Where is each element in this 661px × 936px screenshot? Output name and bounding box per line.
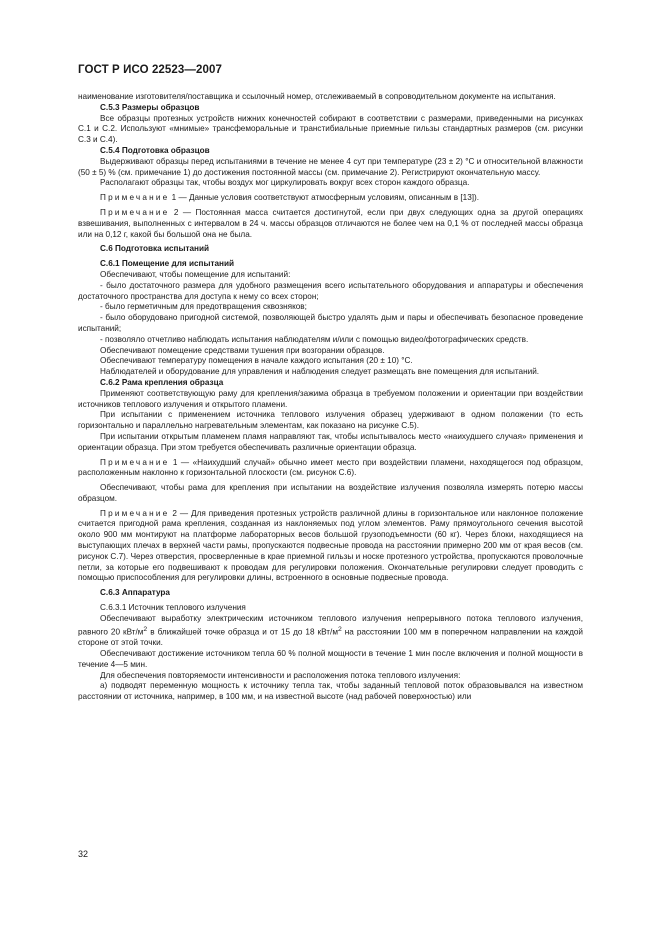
- paragraph: Располагают образцы так, чтобы воздух мог циркулировать вокруг всех сторон каждого образца.: [100, 178, 470, 188]
- superscript: 2: [337, 625, 342, 633]
- note: [78, 208, 583, 240]
- list-item: а) подводят переменную мощность к источнику тепла так, чтобы заданный тепловой поток образовывался на известном расстоянии от источника, например, в 100 мм, и на известной высоте (над рабочей поверхностью) или: [78, 681, 583, 702]
- paragraph: Обеспечивают достижение источником тепла 60 % полной мощности в течение 1 мин после включения и полной мощности в течение 4—5 мин.: [78, 648, 583, 669]
- document-header: ГОСТ Р ИСО 22523—2007: [78, 64, 223, 76]
- note-label: Примечание: [100, 508, 170, 518]
- note-text: 2 — Постоянная масса считается достигнутой, если при двух следующих одна за другой операциях взвешивания, выполненных с интервалом в 24 ч. массы образцов отличаются не более чем на 0,1 % от последней массы образца или на 0,12 г, какой бы большой она не была.: [78, 207, 583, 239]
- text-run: в ближайшей точке образца и от 15 до 18 кВт/м: [147, 627, 338, 637]
- note-label: Примечание: [100, 207, 170, 217]
- list-item: - было герметичным для предотвращения сквозняков;: [100, 302, 307, 312]
- list-item: - позволяло отчетливо наблюдать испытания наблюдателям и/или с помощью видео/фотографических средств.: [100, 334, 529, 344]
- note-label: Примечание: [100, 193, 170, 203]
- paragraph: При испытании с применением источника теплового излучения образец удерживают в одном положении (то есть горизонтально и параллельно нагревательным элементам, как показано на рисунке С.5).: [78, 410, 583, 431]
- section-heading: С.6.1 Помещение для испытаний: [100, 259, 235, 269]
- page-number: 32: [78, 849, 89, 859]
- paragraph: Применяют соответствующую раму для крепления/зажима образца в требуемом положении и ориентации при воздействии источников теплового излучения и открытого пламени.: [78, 388, 583, 409]
- section-heading: С.6 Подготовка испытаний: [100, 244, 210, 254]
- paragraph: [78, 614, 583, 649]
- note-text: 1 — Данные условия соответствуют атмосферным условиям, описанным в [13]).: [169, 193, 480, 203]
- paragraph: При испытании открытым пламенем пламя направляют так, чтобы испытывалось место «наихудшего случая» применения и ориентации образца. При этом требуется обеспечивать различные ориентации образца.: [78, 431, 583, 452]
- paragraph: Наблюдателей и оборудование для управления и наблюдения следует размещать вне помещения для испытаний.: [100, 367, 540, 377]
- document-body: [78, 92, 583, 703]
- paragraph: Все образцы протезных устройств нижних конечностей собирают в соответствии с размерами, приведенными на рисунках С.1 и С.2. Используют «мнимые» трансфеморальные и транстибиальные приемные гильзы стандартных размеров (см. рисунки С.3 и С.4).: [78, 113, 583, 145]
- note: [78, 193, 583, 204]
- section-heading: С.6.3 Аппаратура: [100, 588, 170, 598]
- paragraph: Обеспечивают температуру помещения в начале каждого испытания (20 ± 10) °С.: [100, 356, 413, 366]
- note-text: 2 — Для приведения протезных устройств различной длины в горизонтальное или наклонное положение считается пригодной рама крепления, созданная из наклоняемых под углом элементов. Раму прямоугольного сечения высотой около 900 мм монтируют на платформе лабораторных весов большой грузоподъемности (60 кг). Через блоки, находящиеся на выступающих плечах в верхней части рамы, пропускаются подвесные провода на расстоянии примерно 200 мм от края весов (см. рисунок С.7). Через отверстия, просверленные в крае приемной гильзы и носке протезного устройства, пропускаются проволочные петли, за которые его подвешивают к проводам для регулировки положения. Окончательные регулировки следует проводить с помощью приспособления для регулировки длины, встроенного в основные подвесные провода.: [78, 508, 583, 583]
- list-item: - было достаточного размера для удобного размещения всего испытательного оборудования и аппаратуры и обеспечения достаточного пространства для доступа к нему со всех сторон;: [78, 280, 583, 301]
- section-heading: С.6.2 Рама крепления образца: [100, 377, 224, 387]
- note: [78, 458, 583, 480]
- text-run: на расстоянии 100 мм в поперечном направлении на каждой стороне от этой точки.: [78, 627, 583, 648]
- paragraph: наименование изготовителя/поставщика и ссылочный номер, отслеживаемый в сопроводительном документе на испытания.: [78, 92, 556, 101]
- superscript: 2: [143, 625, 148, 633]
- note-text: 1 — «Наихудший случай» обычно имеет место при воздействии пламени, находящегося под образцом, расположенным наклонно к горизонтальной плоскости (см. рисунок С.6).: [78, 457, 583, 478]
- paragraph: Обеспечивают, чтобы рама для крепления при испытании на воздействие излучения позволяла измерять потерю массы образцом.: [78, 483, 583, 503]
- list-item: - было оборудовано пригодной системой, позволяющей быстро удалять дым и пары и обеспечивать безопасное проведение испытаний;: [78, 313, 583, 333]
- paragraph: Выдерживают образцы перед испытаниями в течение не менее 4 сут при температуре (23 ± 2) °С и относительной влажности (50 ± 5) % (см. примечание 1) до достижения постоянной массы (см. примечание 2). Регистрируют окончательную массу.: [78, 156, 583, 177]
- note-label: Примечание: [100, 457, 170, 467]
- section-heading: С.5.3 Размеры образцов: [100, 102, 200, 112]
- subsection-heading: С.6.3.1 Источник теплового излучения: [100, 603, 246, 613]
- text-run: Обеспечивают выработку электрическим источником теплового излучения непрерывного потока теплового излучения, равного 20 кВт/м: [78, 613, 583, 637]
- note: [78, 509, 583, 585]
- paragraph: Обеспечивают, чтобы помещение для испытаний:: [100, 269, 291, 279]
- section-heading: С.5.4 Подготовка образцов: [100, 145, 210, 155]
- paragraph: Обеспечивают помещение средствами тушения при возгорании образцов.: [100, 345, 385, 355]
- paragraph: Для обеспечения повторяемости интенсивности и расположения потока теплового излучения:: [100, 670, 461, 680]
